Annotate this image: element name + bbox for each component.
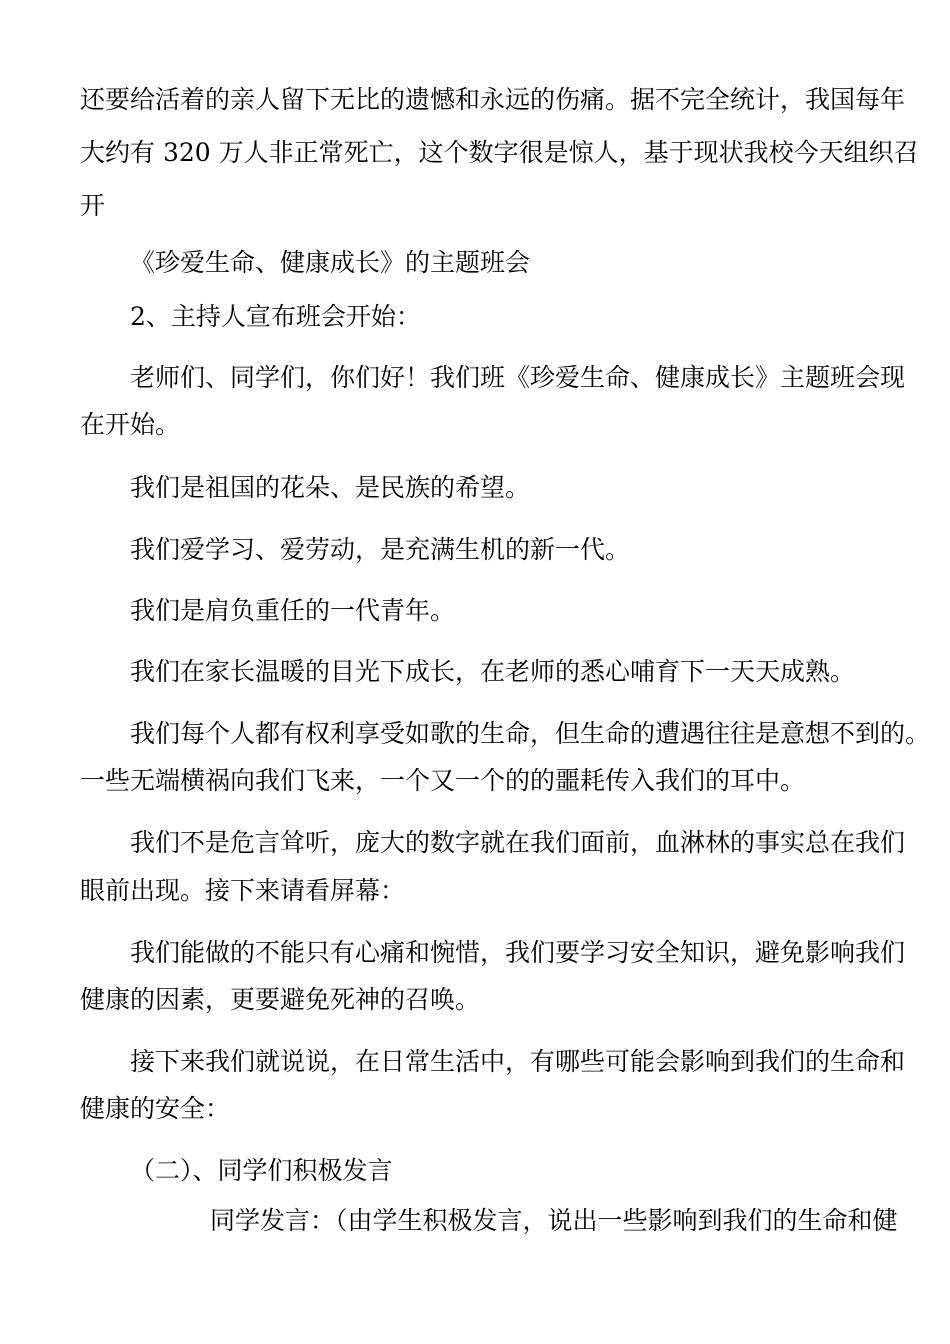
text-line: 我们是祖国的花朵、是民族的希望。	[130, 473, 531, 502]
text-line: 接下来我们就说说，在日常生活中，有哪些可能会影响到我们的生命和	[130, 1047, 906, 1076]
text-line: 我们在家长温暖的目光下成长，在老师的悉心哺育下一天天成熟。	[130, 657, 856, 686]
text-line: 我们爱学习、爱劳动，是充满生机的新一代。	[130, 535, 631, 564]
text-line: 同学发言：（由学生积极发言，说出一些影响到我们的生命和健	[210, 1206, 898, 1235]
section-heading: （二）、同学们积极发言	[130, 1156, 393, 1185]
text-line: 《珍爱生命、健康成长》的主题班会	[130, 248, 531, 277]
text-line: 健康的因素，更要避免死神的召唤。	[80, 985, 481, 1014]
text-line: 老师们、同学们，你们好！我们班《珍爱生命、健康成长》主题班会现	[130, 363, 906, 392]
text-line: 眼前出现。接下来请看屏幕：	[80, 876, 406, 905]
text-line: 大约有 320 万人非正常死亡，这个数字很是惊人，基于现状我校今天组织召	[80, 138, 919, 167]
text-line: 我们每个人都有权利享受如歌的生命，但生命的遭遇往往是意想不到的。	[130, 719, 931, 748]
text-line: 我们不是危言耸听，庞大的数字就在我们面前，血淋林的事实总在我们	[130, 828, 906, 857]
text-line: 还要给活着的亲人留下无比的遗憾和永远的伤痛。据不完全统计，我国每年	[80, 85, 906, 114]
text-line: 在开始。	[80, 410, 181, 439]
text-line: 一些无端横祸向我们飞来，一个又一个的的噩耗传入我们的耳中。	[80, 766, 806, 795]
text-line: 2、主持人宣布班会开始：	[130, 302, 421, 331]
text-line: 我们能做的不能只有心痛和惋惜，我们要学习安全知识，避免影响我们	[130, 938, 906, 967]
text-line: 我们是肩负重任的一代青年。	[130, 596, 456, 625]
text-line: 开	[80, 191, 106, 220]
text-line: 健康的安全：	[80, 1094, 231, 1123]
